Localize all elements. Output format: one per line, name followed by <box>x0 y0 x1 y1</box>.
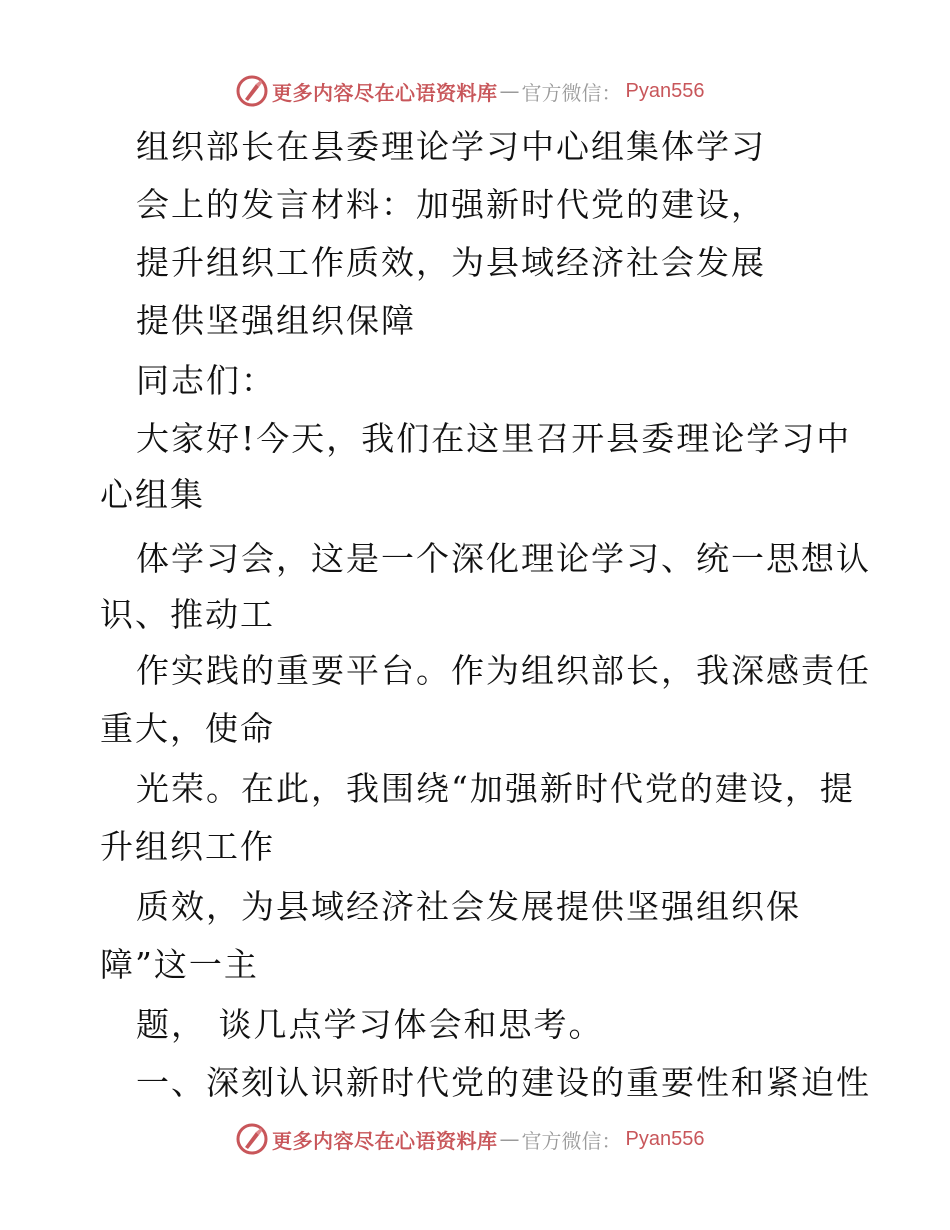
paragraph-line: 作实践的重要平台。作为组织部长，我深感责任 <box>136 651 871 690</box>
paragraph-line: 体学习会，这是一个深化理论学习、统一思想认 <box>136 539 871 578</box>
quill-logo-icon <box>236 1123 268 1155</box>
watermark-dash: — <box>499 1127 520 1151</box>
paragraph-line: 质效，为县域经济社会发展提供坚强组织保 <box>136 887 801 926</box>
paragraph-line: 大家好!今天，我们在这里召开县委理论学习中 <box>136 419 852 458</box>
paragraph-line: 障”这一主 <box>100 945 259 984</box>
paragraph-line: 光荣。在此，我围绕“加强新时代党的建设，提 <box>136 769 855 808</box>
paragraph-line: 识、推动工 <box>100 595 275 634</box>
watermark-sub: 官方微信： <box>521 80 622 105</box>
watermark-id: Pyan556 <box>625 1127 705 1150</box>
header-watermark <box>236 74 704 108</box>
title-line-1: 组织部长在县委理论学习中心组集体学习 <box>136 127 766 166</box>
paragraph-line: 心组集 <box>100 475 205 514</box>
paragraph-line: 题， 谈几点学习体会和思考。 <box>136 1005 604 1044</box>
watermark-text: 更多内容尽在心语资料库 <box>272 1128 498 1153</box>
section-heading: 一、深刻认识新时代党的建设的重要性和紧迫性 <box>136 1063 871 1102</box>
watermark-id: Pyan556 <box>625 79 705 102</box>
paragraph-line: 升组织工作 <box>100 827 275 866</box>
title-line-3: 提升组织工作质效，为县域经济社会发展 <box>136 243 766 282</box>
title-line-2: 会上的发言材料：加强新时代党的建设， <box>136 185 766 224</box>
watermark-dash: — <box>499 79 520 103</box>
salutation: 同志们： <box>136 361 276 400</box>
watermark-text: 更多内容尽在心语资料库 <box>272 80 498 105</box>
quill-logo-icon <box>236 75 268 107</box>
watermark-sub: 官方微信： <box>521 1128 622 1153</box>
footer-watermark <box>236 1122 704 1156</box>
title-line-4: 提供坚强组织保障 <box>136 301 416 340</box>
paragraph-line: 重大，使命 <box>100 709 275 748</box>
